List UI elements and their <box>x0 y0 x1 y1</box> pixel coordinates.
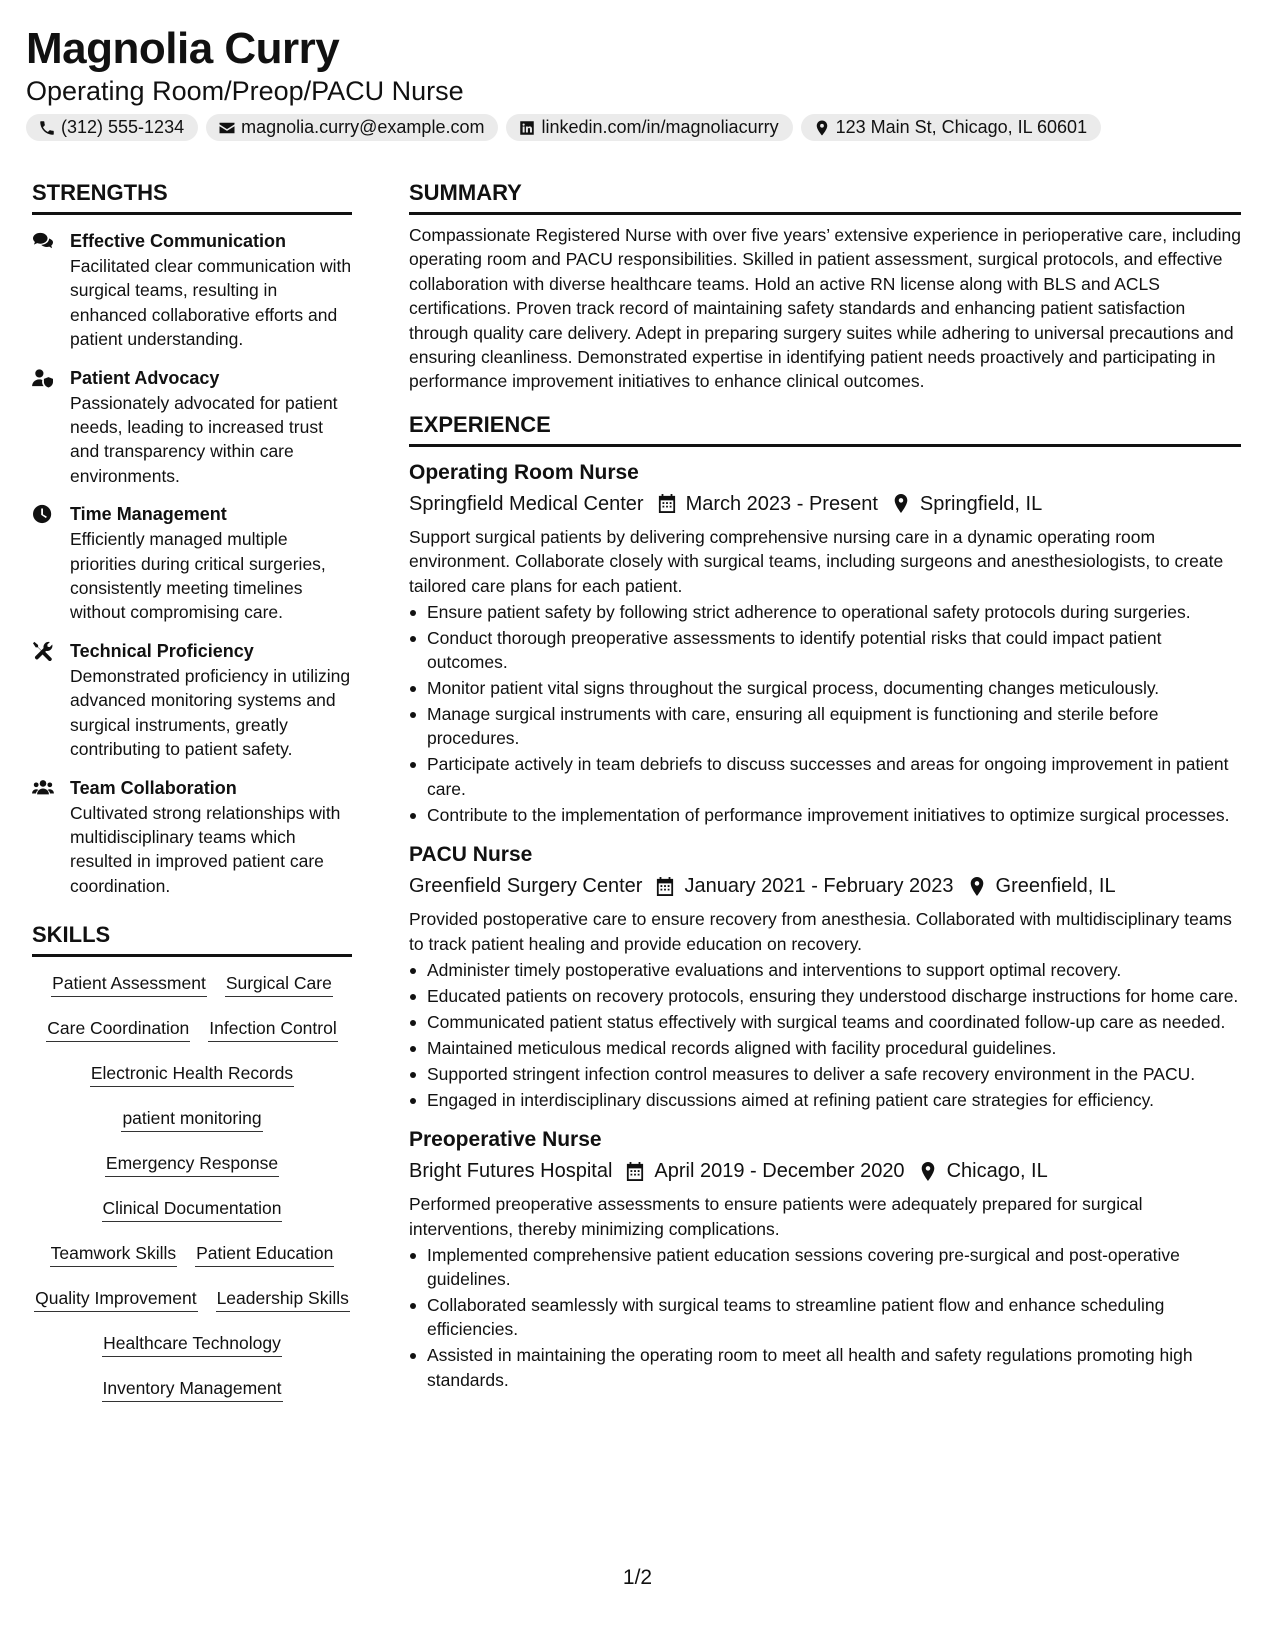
calendar-icon <box>658 494 676 513</box>
job-bullet: Assisted in maintaining the operating room to meet all health and safety regulations promoting high standards. <box>409 1343 1241 1392</box>
strength-item <box>32 366 352 489</box>
map-pin-icon <box>919 1162 937 1181</box>
left-column <box>32 180 352 1402</box>
tools-icon <box>32 641 54 661</box>
strength-item <box>32 502 352 625</box>
strength-title: Effective Communication <box>70 231 287 251</box>
page-number: 1/2 <box>622 1566 653 1589</box>
skill-tag: Care Coordination <box>46 1016 190 1042</box>
skill-tag: Inventory Management <box>102 1376 283 1402</box>
strengths-list <box>32 229 352 898</box>
job-bullet: Conduct thorough preoperative assessments to identify potential risks that could impact patient outcomes. <box>409 626 1241 675</box>
job-entry <box>409 459 1241 827</box>
skill-tag: Infection Control <box>208 1016 337 1042</box>
job-bullet: Contribute to the implementation of performance improvement initiatives to optimize surgical processes. <box>409 803 1241 827</box>
job-bullet: Communicated patient status effectively with surgical teams and coordinated follow-up care as needed. <box>409 1010 1241 1034</box>
contact-address-text: 123 Main St, Chicago, IL 60601 <box>835 117 1088 137</box>
job-location: Springfield, IL <box>919 492 1043 515</box>
skill-tag: Healthcare Technology <box>102 1331 282 1357</box>
user-shield-icon <box>32 368 54 388</box>
experience-section <box>409 412 1241 1392</box>
job-location: Chicago, IL <box>946 1160 1048 1183</box>
job-bullets <box>409 1243 1241 1393</box>
contact-linkedin[interactable] <box>506 114 792 141</box>
strength-desc: Cultivated strong relationships with multidisciplinary teams which resulted in improved patient care coordination. <box>70 802 341 896</box>
skills-section <box>32 922 352 1402</box>
skill-tag: Leadership Skills <box>216 1286 350 1312</box>
job-employer: Greenfield Surgery Center <box>409 875 643 898</box>
skills-heading: SKILLS <box>32 922 352 957</box>
job-bullet: Collaborated seamlessly with surgical teams to streamline patient flow and enhance scheduling efficiencies. <box>409 1293 1241 1342</box>
skill-tag: Surgical Care <box>225 971 333 997</box>
job-bullet: Implemented comprehensive patient education sessions covering pre-surgical and post-operative guidelines. <box>409 1243 1241 1292</box>
candidate-title: Operating Room/Preop/PACU Nurse <box>26 76 464 106</box>
job-entry <box>409 1126 1241 1392</box>
strength-desc: Demonstrated proficiency in utilizing advanced monitoring systems and surgical instruments, greatly contributing to patient safety. <box>70 665 351 760</box>
job-bullet: Administer timely postoperative evaluations and interventions to support optimal recovery. <box>409 958 1241 982</box>
contact-bar <box>26 114 1101 141</box>
job-meta <box>409 1156 1241 1186</box>
job-bullet: Ensure patient safety by following strict adherence to operational safety protocols during surgeries. <box>409 600 1241 624</box>
skill-tag: Quality Improvement <box>34 1286 197 1312</box>
contact-linkedin-text: linkedin.com/in/magnoliacurry <box>541 117 779 137</box>
job-description: Support surgical patients by delivering comprehensive nursing care in a dynamic operating room environment. Collaborate closely with surgical teams, including surgeons and anesthesiologists, to create tailored care plans for each patient. <box>409 526 1224 596</box>
job-dates: March 2023 - Present <box>685 492 878 515</box>
job-bullets <box>409 600 1241 828</box>
job-meta <box>409 489 1241 519</box>
strength-desc: Passionately advocated for patient needs, leading to increased trust and transparency within care environments. <box>70 392 338 486</box>
job-bullets <box>409 958 1241 1112</box>
job-bullet: Manage surgical instruments with care, ensuring all equipment is functioning and sterile before procedures. <box>409 702 1241 751</box>
calendar-icon <box>626 1162 644 1181</box>
linkedin-icon <box>518 119 536 137</box>
right-column <box>409 180 1241 1392</box>
job-bullet: Engaged in interdisciplinary discussions aimed at refining patient care strategies for efficiency. <box>409 1088 1241 1112</box>
skill-tag: Teamwork Skills <box>50 1241 177 1267</box>
job-bullet: Maintained meticulous medical records aligned with facility procedural guidelines. <box>409 1036 1241 1060</box>
contact-address[interactable] <box>801 114 1102 141</box>
skill-tag: Patient Education <box>195 1241 334 1267</box>
summary-heading: SUMMARY <box>409 180 1241 215</box>
skill-tag: Patient Assessment <box>51 971 207 997</box>
contact-phone[interactable] <box>26 114 198 141</box>
strength-title: Time Management <box>70 504 227 525</box>
strength-desc: Facilitated clear communication with surgical teams, resulting in enhanced collaborative efforts and patient understanding. <box>70 256 352 350</box>
job-bullet: Monitor patient vital signs throughout the surgical process, documenting changes meticulously. <box>409 676 1241 700</box>
strength-desc: Efficiently managed multiple priorities during critical surgeries, consistently meeting timelines without compromising care. <box>70 529 326 623</box>
users-icon <box>32 778 54 798</box>
strength-title: Patient Advocacy <box>70 367 220 388</box>
skill-tag: Electronic Health Records <box>90 1061 294 1087</box>
job-title: PACU Nurse <box>409 843 533 867</box>
job-dates: April 2019 - December 2020 <box>654 1160 905 1183</box>
summary-text: Compassionate Registered Nurse with over five years’ extensive experience in perioperative care, including operating room and PACU responsibilities. Skilled in patient assessment, surgical protocols, and effective collaboration with diverse healthcare teams. Hold an active RN license along with BLS and ACLS certifications. Proven track record of maintaining safety standards and enhancing patient satisfaction through quality care delivery. Adept in preparing surgery suites while adhering to universal precautions and ensuring cleanliness. Demonstrated expertise in identifying patient needs proactively and participating in performance improvement initiatives to enhance clinical outcomes. <box>409 225 1241 392</box>
strengths-heading: STRENGTHS <box>32 180 352 215</box>
experience-heading: EXPERIENCE <box>409 412 1241 447</box>
strength-item <box>32 776 352 899</box>
phone-icon <box>38 119 56 137</box>
strength-title: Team Collaboration <box>70 777 237 798</box>
job-employer: Bright Futures Hospital <box>409 1160 613 1183</box>
strength-item <box>32 639 352 762</box>
job-entry <box>409 841 1241 1112</box>
map-pin-icon <box>968 877 986 896</box>
job-description: Provided postoperative care to ensure recovery from anesthesia. Collaborated with multidisciplinary teams to track patient healing and provide education on recovery. <box>409 909 1232 954</box>
comments-icon <box>32 231 54 251</box>
contact-email[interactable] <box>206 114 498 141</box>
job-bullet: Participate actively in team debriefs to discuss successes and areas for ongoing improvement in patient care. <box>409 752 1241 801</box>
job-employer: Springfield Medical Center <box>409 492 644 515</box>
job-dates: January 2021 - February 2023 <box>684 875 954 898</box>
clock-icon <box>32 504 54 524</box>
contact-email-text: magnolia.curry@example.com <box>241 117 485 137</box>
skill-tag: patient monitoring <box>121 1106 262 1132</box>
job-location: Greenfield, IL <box>995 875 1116 898</box>
envelope-icon <box>218 119 236 137</box>
job-description: Performed preoperative assessments to ensure patients were adequately prepared for surgical interventions, thereby minimizing complications. <box>409 1194 1143 1239</box>
skill-tag: Clinical Documentation <box>102 1196 283 1222</box>
strength-item <box>32 229 352 352</box>
map-pin-icon <box>813 119 831 137</box>
job-meta <box>409 871 1241 901</box>
calendar-icon <box>656 877 674 896</box>
job-title: Operating Room Nurse <box>409 460 639 484</box>
contact-phone-text: (312) 555-1234 <box>61 117 185 137</box>
skill-tag: Emergency Response <box>105 1151 279 1177</box>
job-bullet: Educated patients on recovery protocols, ensuring they understood discharge instructions for home care. <box>409 984 1241 1008</box>
job-bullet: Supported stringent infection control measures to deliver a safe recovery environment in the PACU. <box>409 1062 1241 1086</box>
strength-title: Technical Proficiency <box>70 640 254 661</box>
candidate-name: Magnolia Curry <box>26 24 340 73</box>
map-pin-icon <box>892 494 910 513</box>
skills-list <box>32 971 352 1402</box>
job-title: Preoperative Nurse <box>409 1128 602 1152</box>
